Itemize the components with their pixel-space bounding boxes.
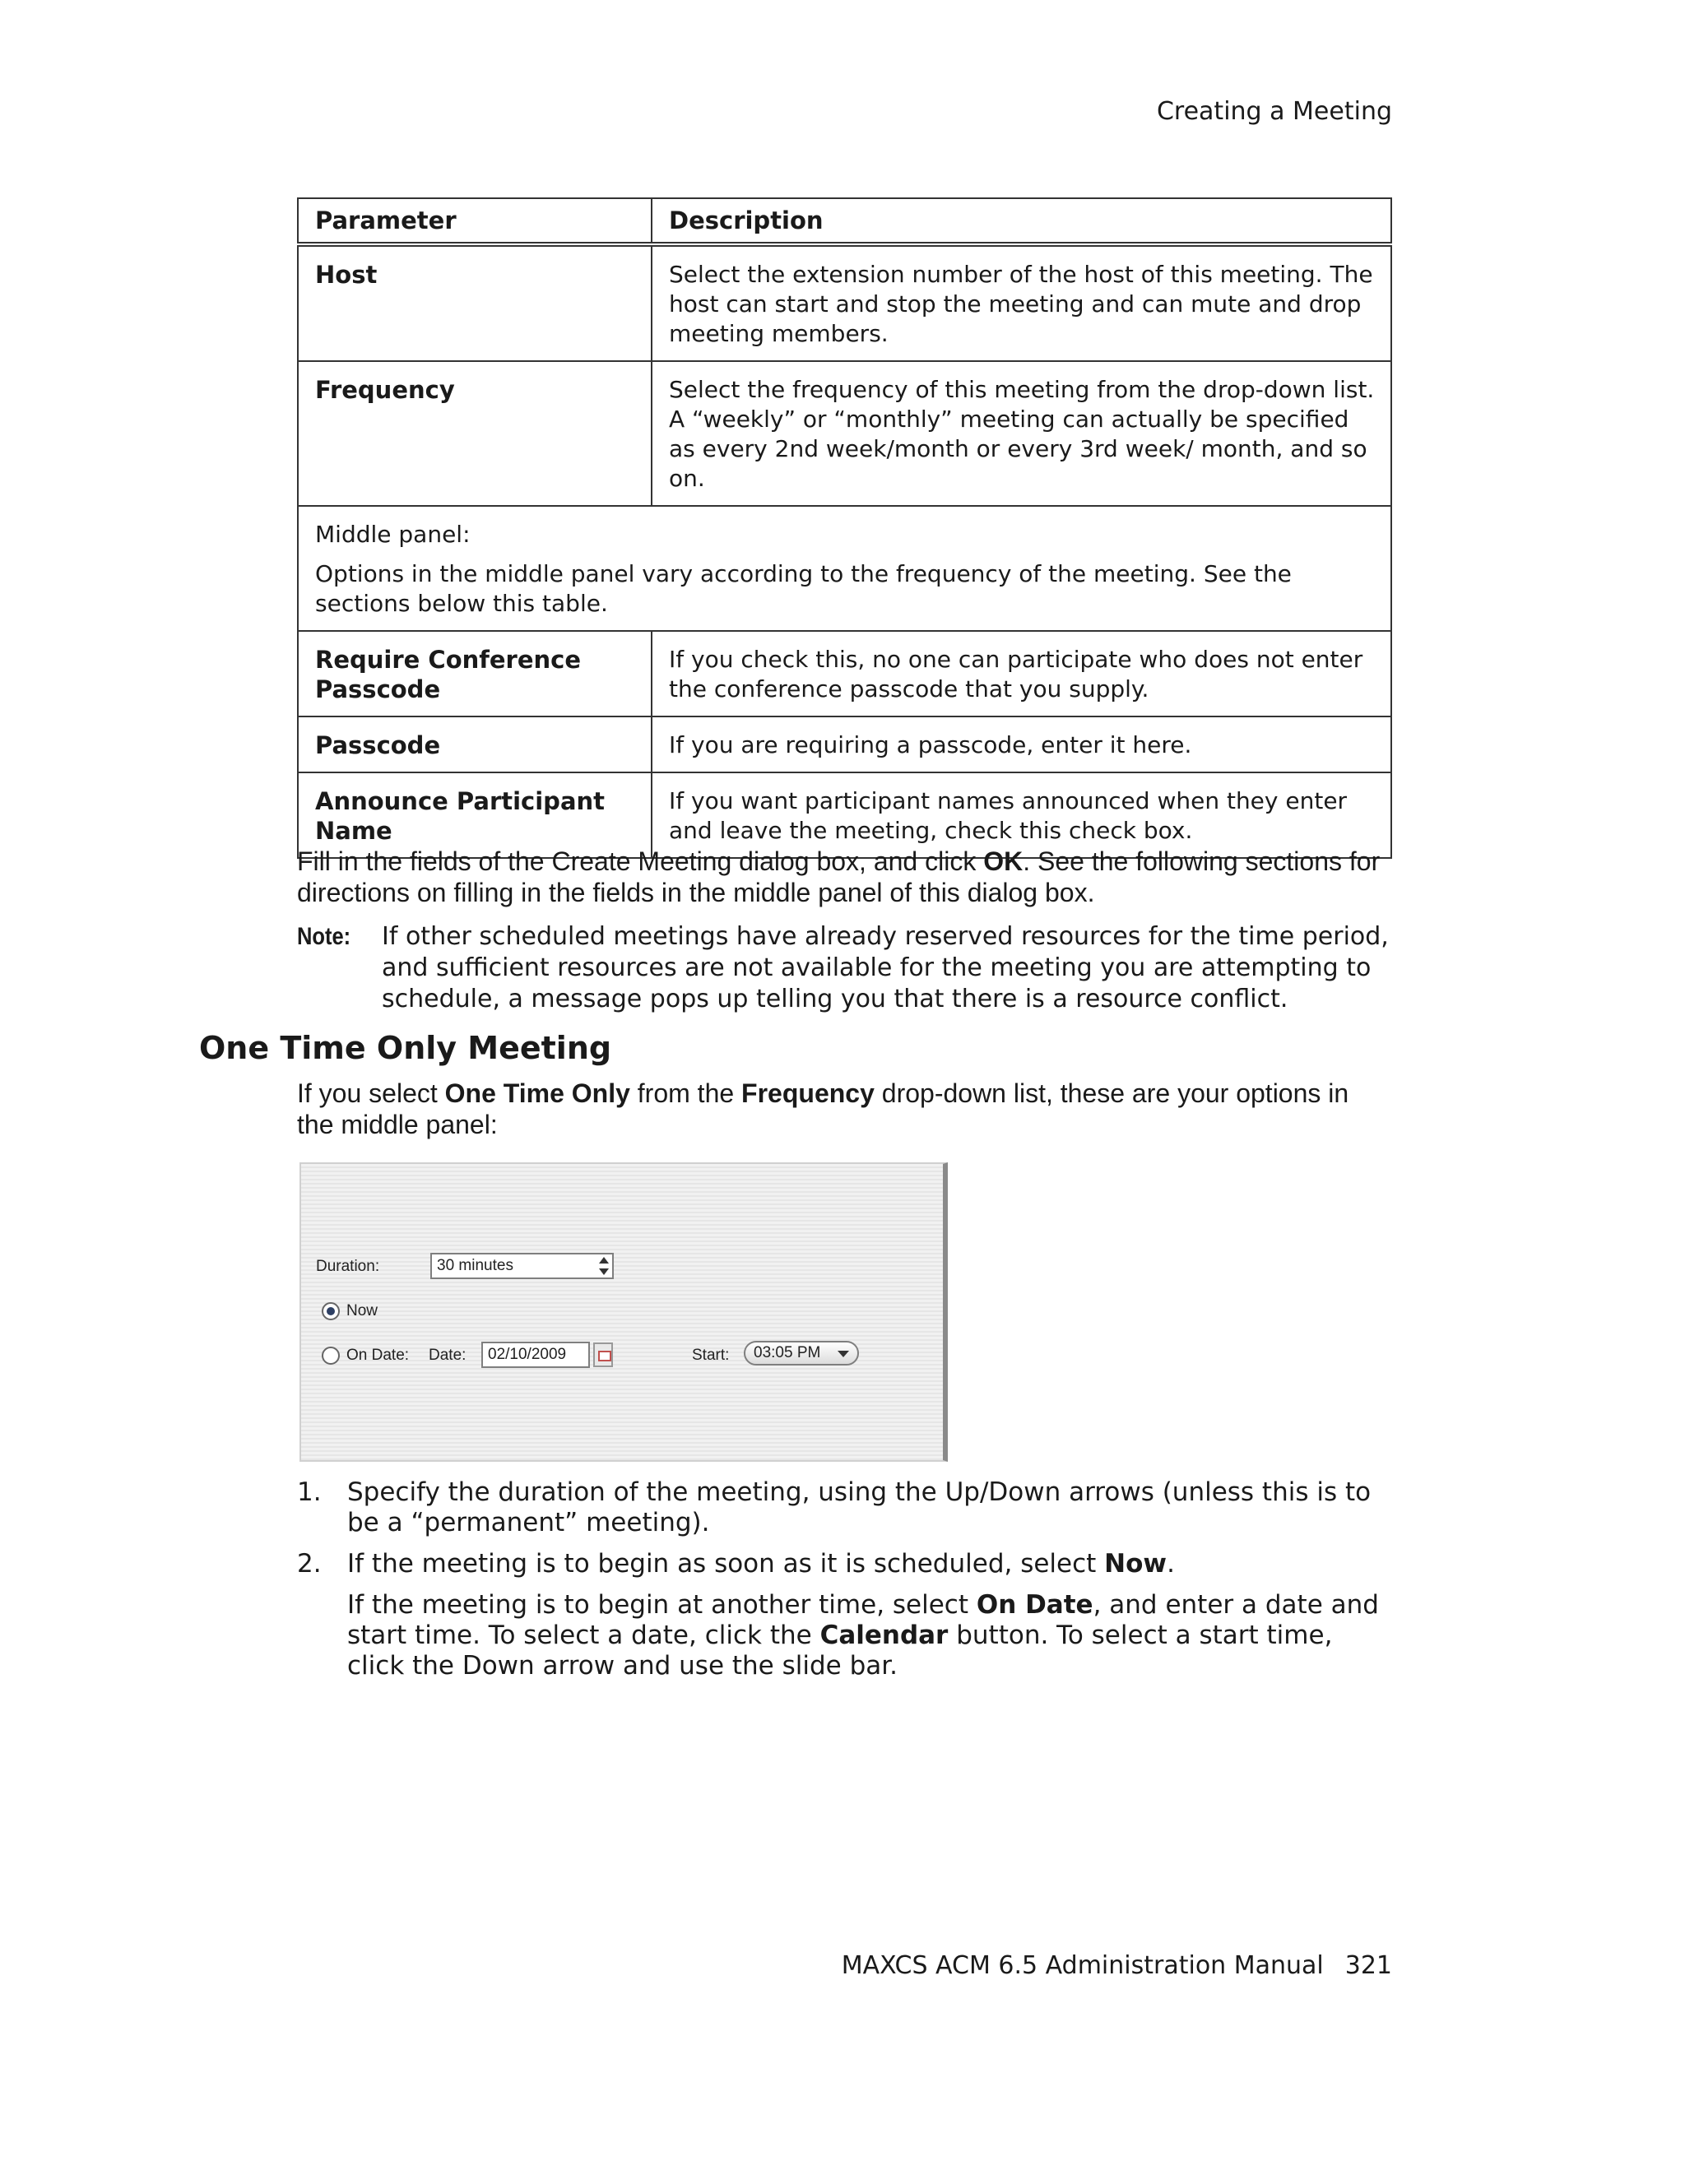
- param-name: Frequency: [298, 361, 652, 506]
- middle-panel-cell: [298, 506, 1391, 631]
- step-text: [347, 1549, 1392, 1681]
- page-footer: [740, 1951, 1392, 1980]
- duration-label: Duration:: [316, 1258, 380, 1275]
- start-time-value: 03:05 PM: [754, 1344, 821, 1361]
- on-date-label: On Date:: [346, 1347, 410, 1364]
- text-run: . See the following sections for directions on filling in the fields in the middle panel of this dialog box.: [297, 846, 1381, 907]
- up-down-arrows-icon[interactable]: [598, 1257, 610, 1275]
- param-description: Select the extension number of the host of this meeting. The host can start and stop the meeting and can mute and drop meeting members.: [652, 244, 1391, 361]
- ok-term: OK: [983, 846, 1024, 876]
- duration-spinner[interactable]: [430, 1253, 614, 1279]
- parameter-table: [297, 197, 1392, 859]
- step-paragraph: [347, 1590, 1392, 1681]
- now-radio[interactable]: [322, 1302, 340, 1320]
- chevron-down-icon[interactable]: [838, 1351, 849, 1357]
- text-run: If you select: [297, 1078, 445, 1108]
- page-number: 321: [1344, 1951, 1392, 1980]
- frequency-term: Frequency: [741, 1078, 875, 1108]
- param-name: Host: [298, 244, 652, 361]
- step-number: 2.: [297, 1549, 322, 1579]
- section-heading: One Time Only Meeting: [199, 1030, 612, 1066]
- table-row: [298, 716, 1391, 772]
- param-name: Require Conference Passcode: [298, 631, 652, 716]
- date-field[interactable]: [481, 1342, 590, 1368]
- middle-panel-text: Options in the middle panel vary according to the frequency of the meeting. See the sections below this table.: [315, 560, 1292, 617]
- note-text: If other scheduled meetings have already reserved resources for the time period, and sufficient resources are not available for the meeting you are attempting to schedule, a message pops up telling you that there is a resource conflict.: [382, 922, 1389, 1013]
- note-label: Note:: [297, 923, 351, 950]
- text-run: drop-down list, these are your options in the middle panel:: [297, 1078, 1349, 1139]
- start-label: Start:: [692, 1347, 730, 1364]
- text-run: from the: [629, 1078, 742, 1108]
- param-description: If you are requiring a passcode, enter it here.: [652, 716, 1391, 772]
- param-name: Announce Participant Name: [298, 772, 652, 858]
- start-time-dropdown[interactable]: [744, 1341, 859, 1366]
- param-name: Passcode: [298, 716, 652, 772]
- text-run: If the meeting is to begin as soon as it is scheduled, select: [347, 1549, 1105, 1579]
- text-run: .: [1167, 1549, 1175, 1579]
- table-row-middle-panel: [298, 506, 1391, 631]
- note: [297, 921, 1392, 1015]
- table-row: [298, 631, 1391, 716]
- middle-panel-screenshot: [299, 1162, 948, 1462]
- running-header: Creating a Meeting: [1156, 97, 1392, 126]
- on-date-radio[interactable]: [322, 1347, 340, 1365]
- fill-paragraph: [297, 846, 1392, 908]
- one-time-only-term: One Time Only: [444, 1078, 630, 1108]
- table-row: [298, 361, 1391, 506]
- date-value: 02/10/2009: [488, 1346, 567, 1363]
- step-text: Specify the duration of the meeting, using the Up/Down arrows (unless this is to be a “permanent” meeting).: [347, 1477, 1372, 1537]
- now-term: Now: [1104, 1549, 1167, 1579]
- table-row: [298, 244, 1391, 361]
- on-date-term: On Date: [976, 1590, 1093, 1620]
- calendar-term: Calendar: [819, 1621, 949, 1650]
- column-header-parameter: Parameter: [298, 198, 652, 244]
- column-header-description: Description: [652, 198, 1391, 244]
- manual-title: MAXCS ACM 6.5 Administration Manual: [841, 1951, 1324, 1980]
- steps-list: [297, 1477, 1392, 1692]
- text-run: , and enter a date and start time. To select a date, click the: [347, 1590, 1379, 1650]
- section-intro: [297, 1078, 1392, 1140]
- text-run: button. To select a start time, click the Down arrow and use the slide bar.: [347, 1621, 1333, 1681]
- list-item: [297, 1549, 1392, 1681]
- param-description: If you want participant names announced when they enter and leave the meeting, check this check box.: [652, 772, 1391, 858]
- text-run: Fill in the fields of the Create Meeting dialog box, and click: [297, 846, 984, 876]
- date-label: Date:: [429, 1347, 467, 1364]
- middle-panel-label: Middle panel:: [315, 521, 471, 548]
- now-label: Now: [346, 1302, 378, 1319]
- param-description: Select the frequency of this meeting from the drop-down list. A “weekly” or “monthly” meeting can actually be specified as every 2nd week/month or every 3rd week/ month, and so on.: [652, 361, 1391, 506]
- duration-value: 30 minutes: [437, 1257, 513, 1274]
- table-header-row: [298, 198, 1391, 244]
- param-description: If you check this, no one can participate who does not enter the conference passcode that you supply.: [652, 631, 1391, 716]
- calendar-icon[interactable]: [593, 1342, 613, 1367]
- step-number: 1.: [297, 1477, 322, 1507]
- step-paragraph: [347, 1549, 1392, 1579]
- text-run: If the meeting is to begin at another time, select: [347, 1590, 977, 1620]
- list-item: [297, 1477, 1392, 1538]
